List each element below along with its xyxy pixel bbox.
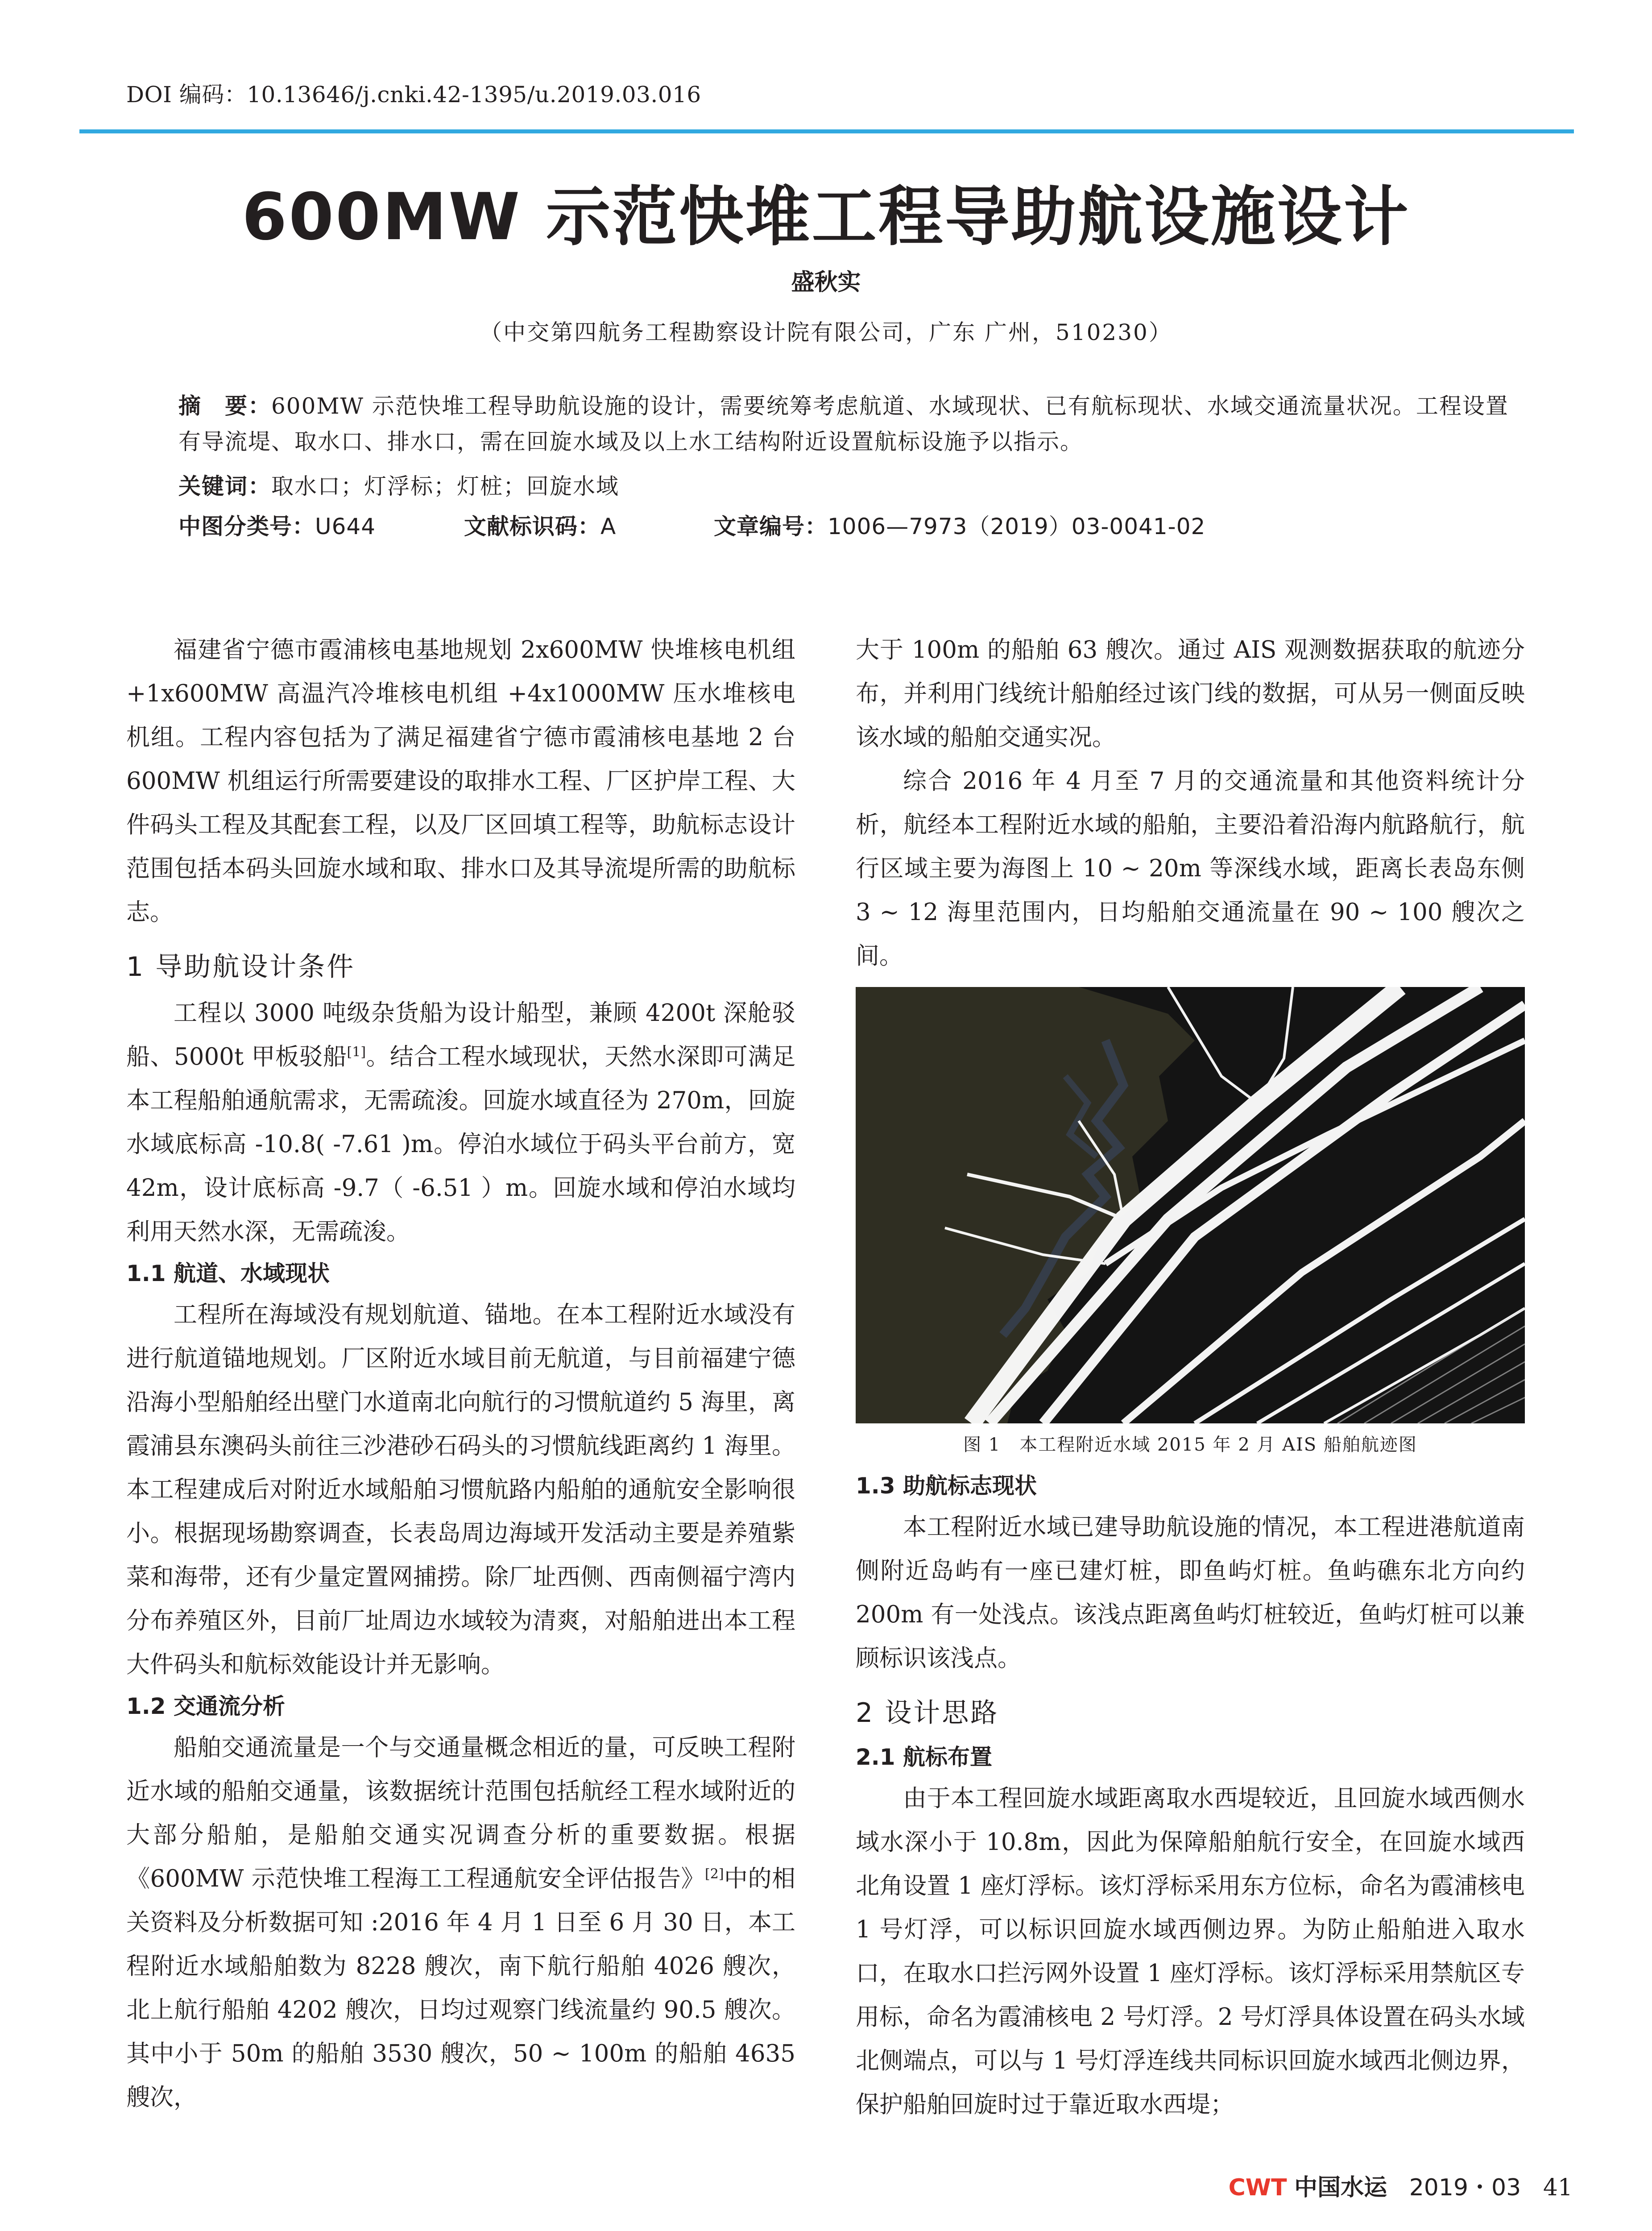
doc-code-value: A	[600, 514, 617, 539]
abstract-label: 摘 要：	[178, 393, 271, 419]
paper-title: 600MW 示范快堆工程导助航设施设计	[242, 179, 1410, 255]
left-column	[126, 628, 795, 2119]
page-footer	[1229, 2169, 1573, 2202]
section-2-1-heading: 2.1 航标布置	[856, 1744, 992, 1770]
section-1-2-paragraph	[126, 1726, 795, 2119]
abstract-text: 600MW 示范快堆工程导助航设施的设计，需要统筹考虑航道、水域现状、已有航标现状、水域交通流量状况。工程设置有导流堤、取水口、排水口，需在回旋水域及以上水工结构附近设置航标设施予以指示。	[178, 393, 1509, 455]
section-1-2-text-a: 船舶交通流量是一个与交通量概念相近的量，可反映工程附近水域的船舶交通量，该数据统计范围包括航经工程水域附近的大部分船舶，是船舶交通实况调查分析的重要数据。根据《600MW 示范快堆工程海工工程通航安全评估报告》	[126, 1734, 795, 1892]
classification-line	[178, 509, 1512, 544]
traffic-summary-paragraph: 综合 2016 年 4 月至 7 月的交通流量和其他资料统计分析，航经本工程附近水域的船舶，主要沿着沿海内航路航行，航行区域主要为海图上 10 ~ 20m 等深线水域，距离长表岛东侧 3 ~ 12 海里范围内，日均船舶交通流量在 90 ~ 100 艘次之间。	[856, 767, 1525, 970]
header-rule	[79, 129, 1574, 133]
section-1-3-paragraph: 本工程附近水域已建导助航设施的情况，本工程进港航道南侧附近岛屿有一座已建灯桩，即鱼屿灯桩。鱼屿礁东北方向约 200m 有一处浅点。该浅点距离鱼屿灯桩较近，鱼屿灯桩可以兼顾标识该浅点。	[856, 1514, 1525, 1672]
author: 盛秋实	[791, 269, 861, 296]
section-2-1-paragraph: 由于本工程回旋水域距离取水西堤较近，且回旋水域西侧水域水深小于 10.8m，因此为保障船舶航行安全，在回旋水域西北角设置 1 座灯浮标。该灯浮标采用东方位标，命名为霞浦核电 1 号灯浮，可以标识回旋水域西侧边界。为防止船舶进入取水口，在取水口拦污网外设置 1 座灯浮标。该灯浮标采用禁航区专用标，命名为霞浦核电 2 号灯浮。2 号灯浮具体设置在码头水域北侧端点，可以与 1 号灯浮连线共同标识回旋水域西北侧边界，保护船舶回旋时过于靠近取水西堤；	[856, 1785, 1525, 2118]
article-no-value: 1006—7973（2019）03-0041-02	[828, 514, 1206, 539]
abstract	[178, 388, 1512, 460]
affiliation: （中交第四航务工程勘察设计院有限公司，广东 广州，510230）	[480, 319, 1172, 345]
right-column	[856, 628, 1525, 2127]
journal-name: 中国水运	[1294, 2174, 1387, 2201]
section-1-text-a: 工程以 3000 吨级杂货船为设计船型，兼顾 4200t 深舱驳船、5000t 甲板驳船	[126, 999, 795, 1070]
reference-1: [1]	[347, 1044, 366, 1060]
section-1-2-text-b: 中的相关资料及分析数据可知 :2016 年 4 月 1 日至 6 月 30 日，本工程附近水域船舶数为 8228 艘次，南下航行船舶 4026 艘次，北上航行船舶 4202 艘次，日均过观察门线流量约 90.5 艘次。其中小于 50m 的船舶 3530 艘次，50 ~ 100m 的船舶 4635 艘次，	[126, 1865, 795, 2111]
reference-2: [2]	[705, 1866, 724, 1882]
doi-line: DOI 编码：10.13646/j.cnki.42-1395/u.2019.03.016	[126, 82, 701, 108]
section-2-heading: 2 设计思路	[856, 1697, 999, 1729]
keywords-label: 关键词：	[178, 473, 271, 499]
figure-caption: 图 1 本工程附近水域 2015 年 2 月 AIS 船舶航迹图	[963, 1435, 1417, 1455]
intro-paragraph: 福建省宁德市霞浦核电基地规划 2x600MW 快堆核电机组 +1x600MW 高温汽冷堆核电机组 +4x1000MW 压水堆核电机组。工程内容包括为了满足福建省宁德市霞浦核电基地 2 台 600MW 机组运行所需要建设的取排水工程、厂区护岸工程、大件码头工程及其配套工程，以及厂区回填工程等，助航标志设计范围包括本码头回旋水域和取、排水口及其导流堤所需的助航标志。	[126, 636, 795, 926]
clc-label: 中图分类号：	[178, 514, 315, 539]
doc-code-label: 文献标识码：	[464, 514, 600, 539]
section-1-1-paragraph: 工程所在海域没有规划航道、锚地。在本工程附近水域没有进行航道锚地规划。厂区附近水域目前无航道，与目前福建宁德沿海小型船舶经出壁门水道南北向航行的习惯航道约 5 海里，离霞浦县东澳码头前往三沙港砂石码头的习惯航线距离约 1 海里。本工程建成后对附近水域船舶习惯航路内船舶的通航安全影响很小。根据现场勘察调查，长表岛周边海域开发活动主要是养殖紫菜和海带，还有少量定置网捕捞。除厂址西侧、西南侧福宁湾内分布养殖区外，目前厂址周边水域较为清爽，对船舶进出本工程大件码头和航标效能设计并无影响。	[126, 1301, 795, 1678]
traffic-continued-paragraph: 大于 100m 的船舶 63 艘次。通过 AIS 观测数据获取的航迹分布，并利用门线统计船舶经过该门线的数据，可从另一侧面反映该水域的船舶交通实况。	[856, 636, 1525, 751]
section-1-text-b: 。结合工程水域现状，天然水深即可满足本工程船舶通航需求，无需疏浚。回旋水域直径为 270m，回旋水域底标高 -10.8( -7.61 )m。停泊水域位于码头平台前方，宽 42m，设计底标高 -9.7（ -6.51 ）m。回旋水域和停泊水域均利用天然水深，无需疏浚。	[126, 1043, 796, 1245]
section-1-3-heading: 1.3 助航标志现状	[856, 1473, 1037, 1499]
section-1-paragraph	[126, 991, 795, 1254]
section-1-heading: 1 导助航设计条件	[126, 951, 356, 983]
keywords-text: 取水口；灯浮标；灯桩；回旋水域	[271, 473, 619, 499]
issue: 2019・03	[1409, 2174, 1521, 2201]
section-1-1-heading: 1.1 航道、水域现状	[126, 1261, 330, 1286]
article-no-label: 文章编号：	[714, 514, 828, 539]
section-1-2-heading: 1.2 交通流分析	[126, 1693, 285, 1719]
clc-value: U644	[315, 514, 376, 539]
journal-brand: CWT	[1228, 2174, 1287, 2201]
page-number: 41	[1543, 2174, 1573, 2201]
ais-track-figure	[856, 987, 1525, 1423]
keywords	[178, 469, 1512, 504]
